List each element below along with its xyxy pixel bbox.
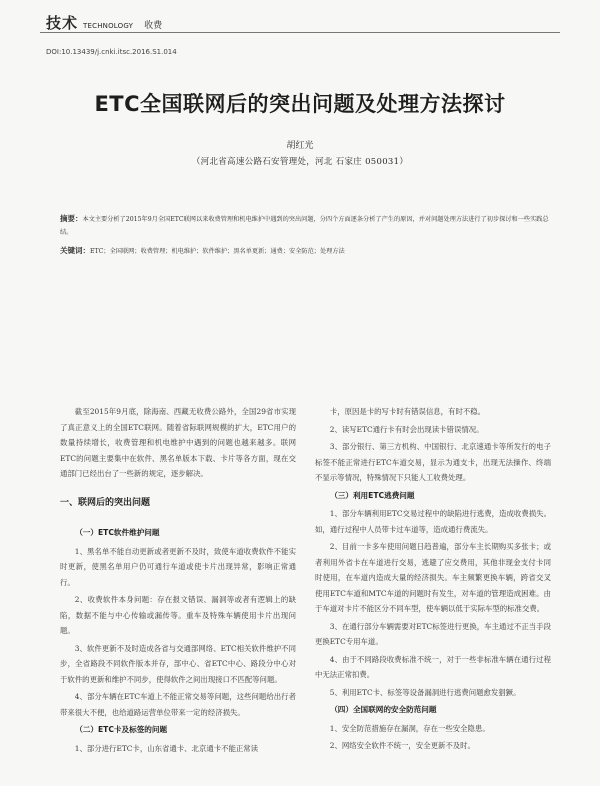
paragraph: 2、收费软件本身问题：存在报文错误、漏洞等或者有逻辑上的缺陷，数据不能与中心传输或漏传等。重车及特殊车辆使用卡片出现问题。 xyxy=(60,595,296,635)
paragraph: 3、软件更新不及时造成各省与交通部网络、ETC相关软件维护不同步，全省路段不同软件版本并存，部中心、省ETC中心、路段分中心对于软件的更新和维护不同步，使得软件之间出现接口不匹配等问题。 xyxy=(60,643,296,684)
subsection-heading: （三）利用ETC逃费问题 xyxy=(330,490,415,500)
abstract xyxy=(60,212,550,239)
paper-title: ETC全国联网后的突出问题及处理方法探讨 xyxy=(94,92,506,116)
journal-name-cn: 技术 xyxy=(46,14,79,32)
subsection-heading: （一）ETC软件维护问题 xyxy=(75,528,160,537)
paragraph: 3、在通行部分车辆需要对ETC标签进行更换，车主通过不正当手段更换ETC专用车道。 xyxy=(315,621,551,646)
paragraph: 2、目前一卡多车使用问题日趋普遍，部分车主长期购买多张卡；或者利用外省卡在车道进行交易，逃避了应交费用，其他非现金支付卡同时使用，在车道内造成大量的经济损失。车主频繁更换车辆，跨省交叉使用ETC车道和MTC车道的问题时有发生，对车道的管理造成困难。由于车道对卡片不能区分不同车型，使车辆以低于实际车型的标准交费。 xyxy=(315,542,551,613)
paragraph: 5、利用ETC卡、标签等设备漏洞进行逃费问题愈发猖獗。 xyxy=(329,687,521,697)
keywords-label: 关键词： xyxy=(60,246,90,255)
header-rule xyxy=(40,32,560,33)
paragraph: 4、部分车辆在ETC车道上不能正常交易等问题，这些问题给出行者带来很大不便，也给道路运营单位带来一定的经济损失。 xyxy=(60,692,296,717)
subsection-heading: （四）全国联网的安全防范问题 xyxy=(330,705,437,714)
abstract-text: 本文主要分析了2015年9月全国ETC联网以来收费管理和机电维护中遇到的突出问题，分四个方面逐条分析了产生的原因，并对问题处理方法进行了初步探讨和一些实践总结。 xyxy=(60,216,549,236)
paragraph: 4、由于不同路段收费标准不统一，对于一些非标准车辆在通行过程中无法正常扣费。 xyxy=(315,654,551,679)
section-heading: 一、联网后的突出问题 xyxy=(60,497,151,508)
section-label: 收费 xyxy=(144,21,163,31)
journal-name-en: TECHNOLOGY xyxy=(83,22,134,30)
left-column xyxy=(60,404,296,758)
author: 胡红光 xyxy=(286,141,314,151)
paragraph: 1、黑名单不能自动更新或者更新不及时，致使车道收费软件不能实时更新，使黑名单用户仍可通行车道或使卡片出现异常，影响正常通行。 xyxy=(60,546,296,587)
paragraph: 卡，原因是卡的写卡时有错误信息，有时不稳。 xyxy=(329,407,486,416)
paragraph: 2、读写ETC通行卡有时会出现读卡错误情况。 xyxy=(329,424,484,434)
paragraph: 1、部分车辆利用ETC交易过程中的缺陷进行逃费，造成收费损失。如，通行过程中人员带卡过车道等，造成通行费流失。 xyxy=(315,509,551,534)
paragraph: 3、部分银行、第三方机构、中国银行、北京速通卡等所发行的电子标签不能正常进行ETC车道交易，显示为通支卡，出现无法操作、终端不显示等情况，特殊情况下只能人工收费处理。 xyxy=(315,442,551,482)
keywords xyxy=(60,244,550,258)
keywords-text: ETC；全国联网；收费管理；机电维护；软件维护；黑名单更新；通费；安全防范；处理方法 xyxy=(90,248,345,255)
paragraph: 1、部分进行ETC卡，山东省通卡、北京通卡不能正常读 xyxy=(74,743,259,753)
paragraph: 1、安全防范措施存在漏洞，存在一些安全隐患。 xyxy=(329,723,490,733)
journal-header xyxy=(46,12,162,33)
affiliation: （河北省高速公路石安管理处，河北 石家庄 050031） xyxy=(191,157,409,167)
subsection-heading: （二）ETC卡及标签的问题 xyxy=(75,725,168,734)
right-column xyxy=(315,404,551,756)
paragraph: 2、网络安全软件不统一，安全更新不及时。 xyxy=(329,741,475,750)
doi: DOI:10.13439/j.cnki.itsc.2016.S1.014 xyxy=(46,48,177,56)
abstract-label: 摘要： xyxy=(60,214,83,223)
paragraph: 截至2015年9月底，除海南、西藏无收费公路外，全国29省市实现了真正意义上的全国ETC联网。随着省际联网规模的扩大，ETC用户的数量持续增长，收费管理和机电维护中遇到的问题也越来越多。联网ETC的问题主要集中在软件、黑名单版本下载、卡片等各方面，现在交通部门已经出台了一些新的规定，逐步解决。 xyxy=(60,407,296,478)
